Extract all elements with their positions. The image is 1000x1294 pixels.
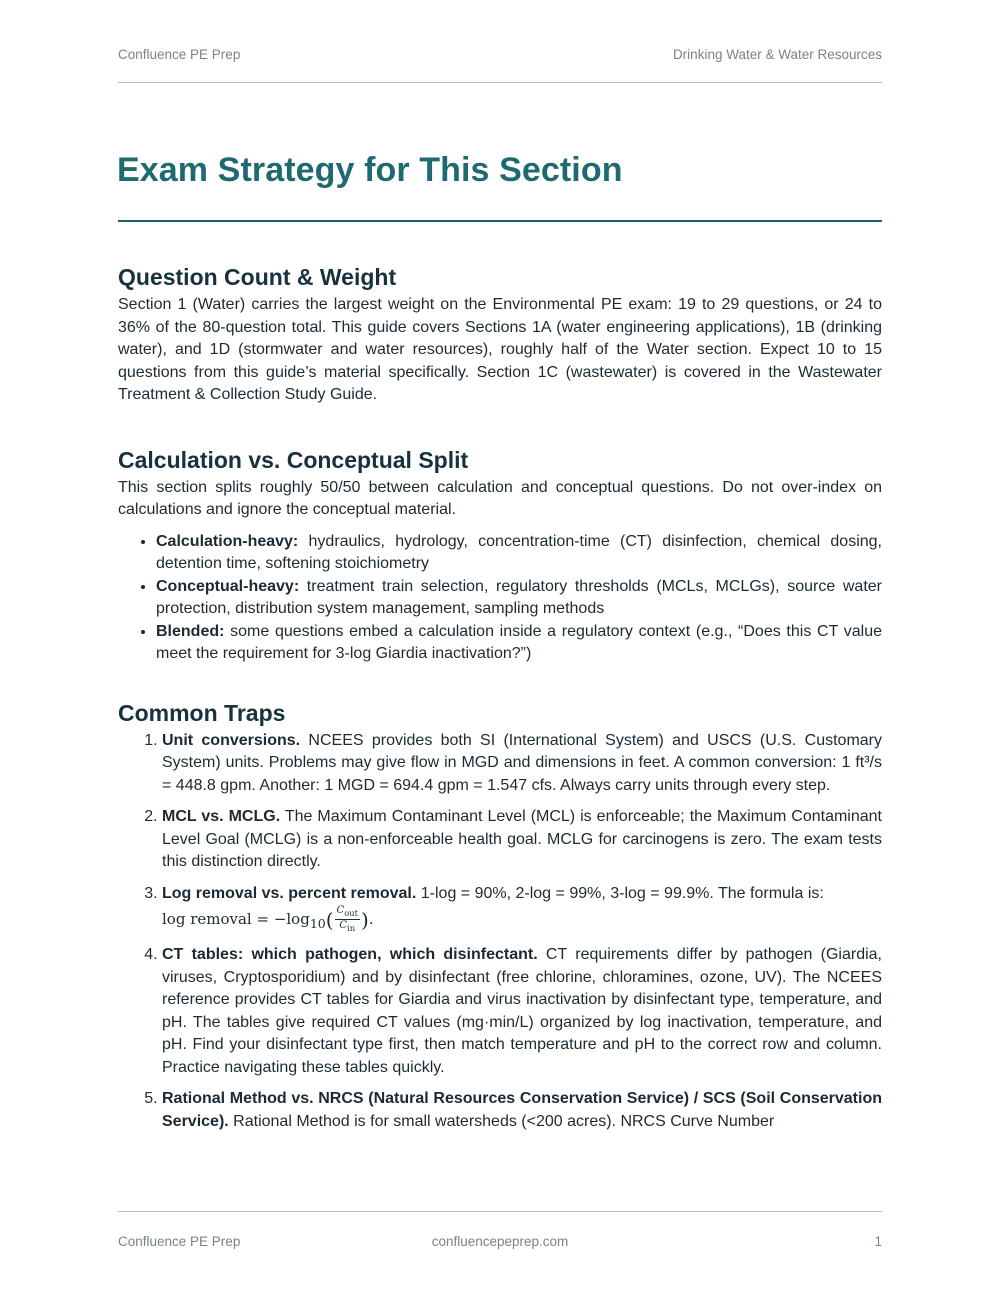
- list-item: [156, 621, 882, 666]
- list-item-label: Conceptual-heavy:: [156, 577, 300, 595]
- split-bullet-list: [118, 531, 882, 666]
- traps-numbered-list: [118, 730, 882, 1134]
- section-common-traps: [118, 698, 882, 1134]
- list-item-label: Blended:: [156, 622, 225, 640]
- list-item-text: CT requirements differ by pathogen (Giardia, viruses, Cryptosporidium) and by disinfectant (free chlorine, chloramines, ozone, UV). The NCEES reference provides CT tables for Giardia and virus inactivation by disinfectant type, temperature, and pH. The tables give required CT values (mg·min/L) organized by log inactivation, temperature, and pH. Find your disinfectant type first, then match temperature and pH to the correct row and column. Practice navigating these tables quickly.: [162, 946, 882, 1076]
- list-item-label: CT tables: which pathogen, which disinfectant.: [162, 946, 538, 963]
- list-item-label: Unit conversions.: [162, 731, 301, 749]
- list-item: [162, 883, 882, 936]
- running-footer: [118, 1234, 882, 1249]
- formula-denominator: C: [339, 920, 348, 931]
- list-item: [162, 1088, 882, 1133]
- log-removal-formula: [162, 905, 374, 933]
- footer-divider: [118, 1211, 882, 1212]
- page-title: Exam Strategy for This Section: [117, 151, 623, 189]
- list-item: [162, 730, 882, 798]
- section-paragraph: Section 1 (Water) carries the largest weight on the Environmental PE exam: 19 to 29 questions, or 24 to 36% of the 80-question total. This guide covers Sections 1A (water engineering applications), 1B (drinking water), and 1D (stormwater and water resources), roughly half of the Water section. Expect 10 to 15 questions from this guide’s material specifically. Section 1C (wastewater) is covered in the Wastewater Treatment & Collection Study Guide.: [118, 296, 882, 403]
- running-header: [118, 47, 882, 62]
- list-item: [156, 531, 882, 576]
- formula-denominator-sub: in: [347, 923, 356, 933]
- list-item-text: treatment train selection, regulatory thresholds (MCLs, MCLGs), source water protection, distribution system management, sampling methods: [156, 577, 882, 617]
- formula-open-paren: (: [325, 907, 334, 932]
- list-item-text: NCEES provides both SI (International System) and USCS (U.S. Customary System) units. Problems may give flow in MGD and dimensions in feet. A common conversion: 1 ft³/s = 448.8 gpm. Another: 1 MGD = 694.4 gpm = 1.547 cfs. Always carry units through every step.: [162, 731, 882, 794]
- list-item-text: The Maximum Contaminant Level (MCL) is enforceable; the Maximum Contaminant Level Goal (MCLG) is a non-enforceable health goal. MCLG for carcinogens is zero. The exam tests this distinction directly.: [162, 808, 882, 870]
- section-question-count: [118, 262, 882, 407]
- list-item-text: some questions embed a calculation inside a regulatory context (e.g., “Does this CT value meet the requirement for 3-log Giardia inactivation?”): [156, 622, 882, 662]
- formula-close-paren: ): [360, 907, 369, 932]
- list-item-label: Log removal vs. percent removal.: [162, 884, 417, 902]
- list-item-label: Calculation-heavy:: [156, 532, 299, 550]
- list-item-text: 1-log = 90%, 2-log = 99%, 3-log = 99.9%. The formula is:: [416, 884, 824, 902]
- list-item: [162, 806, 882, 874]
- section-heading: Calculation vs. Conceptual Split: [118, 446, 469, 473]
- section-paragraph: This section splits roughly 50/50 between calculation and conceptual questions. Do not over-index on calculations and ignore the conceptual material.: [118, 478, 882, 518]
- list-item-text: Rational Method is for small watersheds (<200 acres). NRCS Curve Number: [228, 1112, 775, 1130]
- page-content: [118, 262, 882, 1171]
- list-item: [162, 944, 882, 1079]
- formula-numerator-sub: out: [344, 908, 358, 918]
- formula-end: .: [368, 909, 374, 928]
- list-item-label: MCL vs. MCLG.: [162, 808, 281, 825]
- footer-website: confluencepeprep.com: [431, 1234, 569, 1249]
- formula-lhs: log removal = −log: [162, 909, 310, 928]
- section-calculation-split: [118, 445, 882, 666]
- page-number: 1: [874, 1234, 882, 1249]
- list-item-text: hydraulics, hydrology, concentration-time (CT) disinfection, chemical dosing, detention time, softening stoichiometry: [156, 532, 882, 572]
- footer-left: Confluence PE Prep: [118, 1234, 241, 1249]
- title-divider: [118, 220, 882, 222]
- formula-numerator: C: [336, 905, 345, 916]
- header-right: Drinking Water & Water Resources: [672, 47, 882, 62]
- formula-fraction: [335, 905, 360, 934]
- list-item-label: Rational Method vs. NRCS (Natural Resources Conservation Service) / SCS (Soil Conservation Service).: [162, 1090, 882, 1130]
- section-heading: Common Traps: [118, 699, 286, 726]
- list-item: [156, 576, 882, 621]
- header-left: Confluence PE Prep: [118, 47, 241, 62]
- header-divider: [118, 82, 882, 83]
- formula-log-base: 10: [309, 915, 326, 931]
- section-heading: Question Count & Weight: [118, 264, 397, 290]
